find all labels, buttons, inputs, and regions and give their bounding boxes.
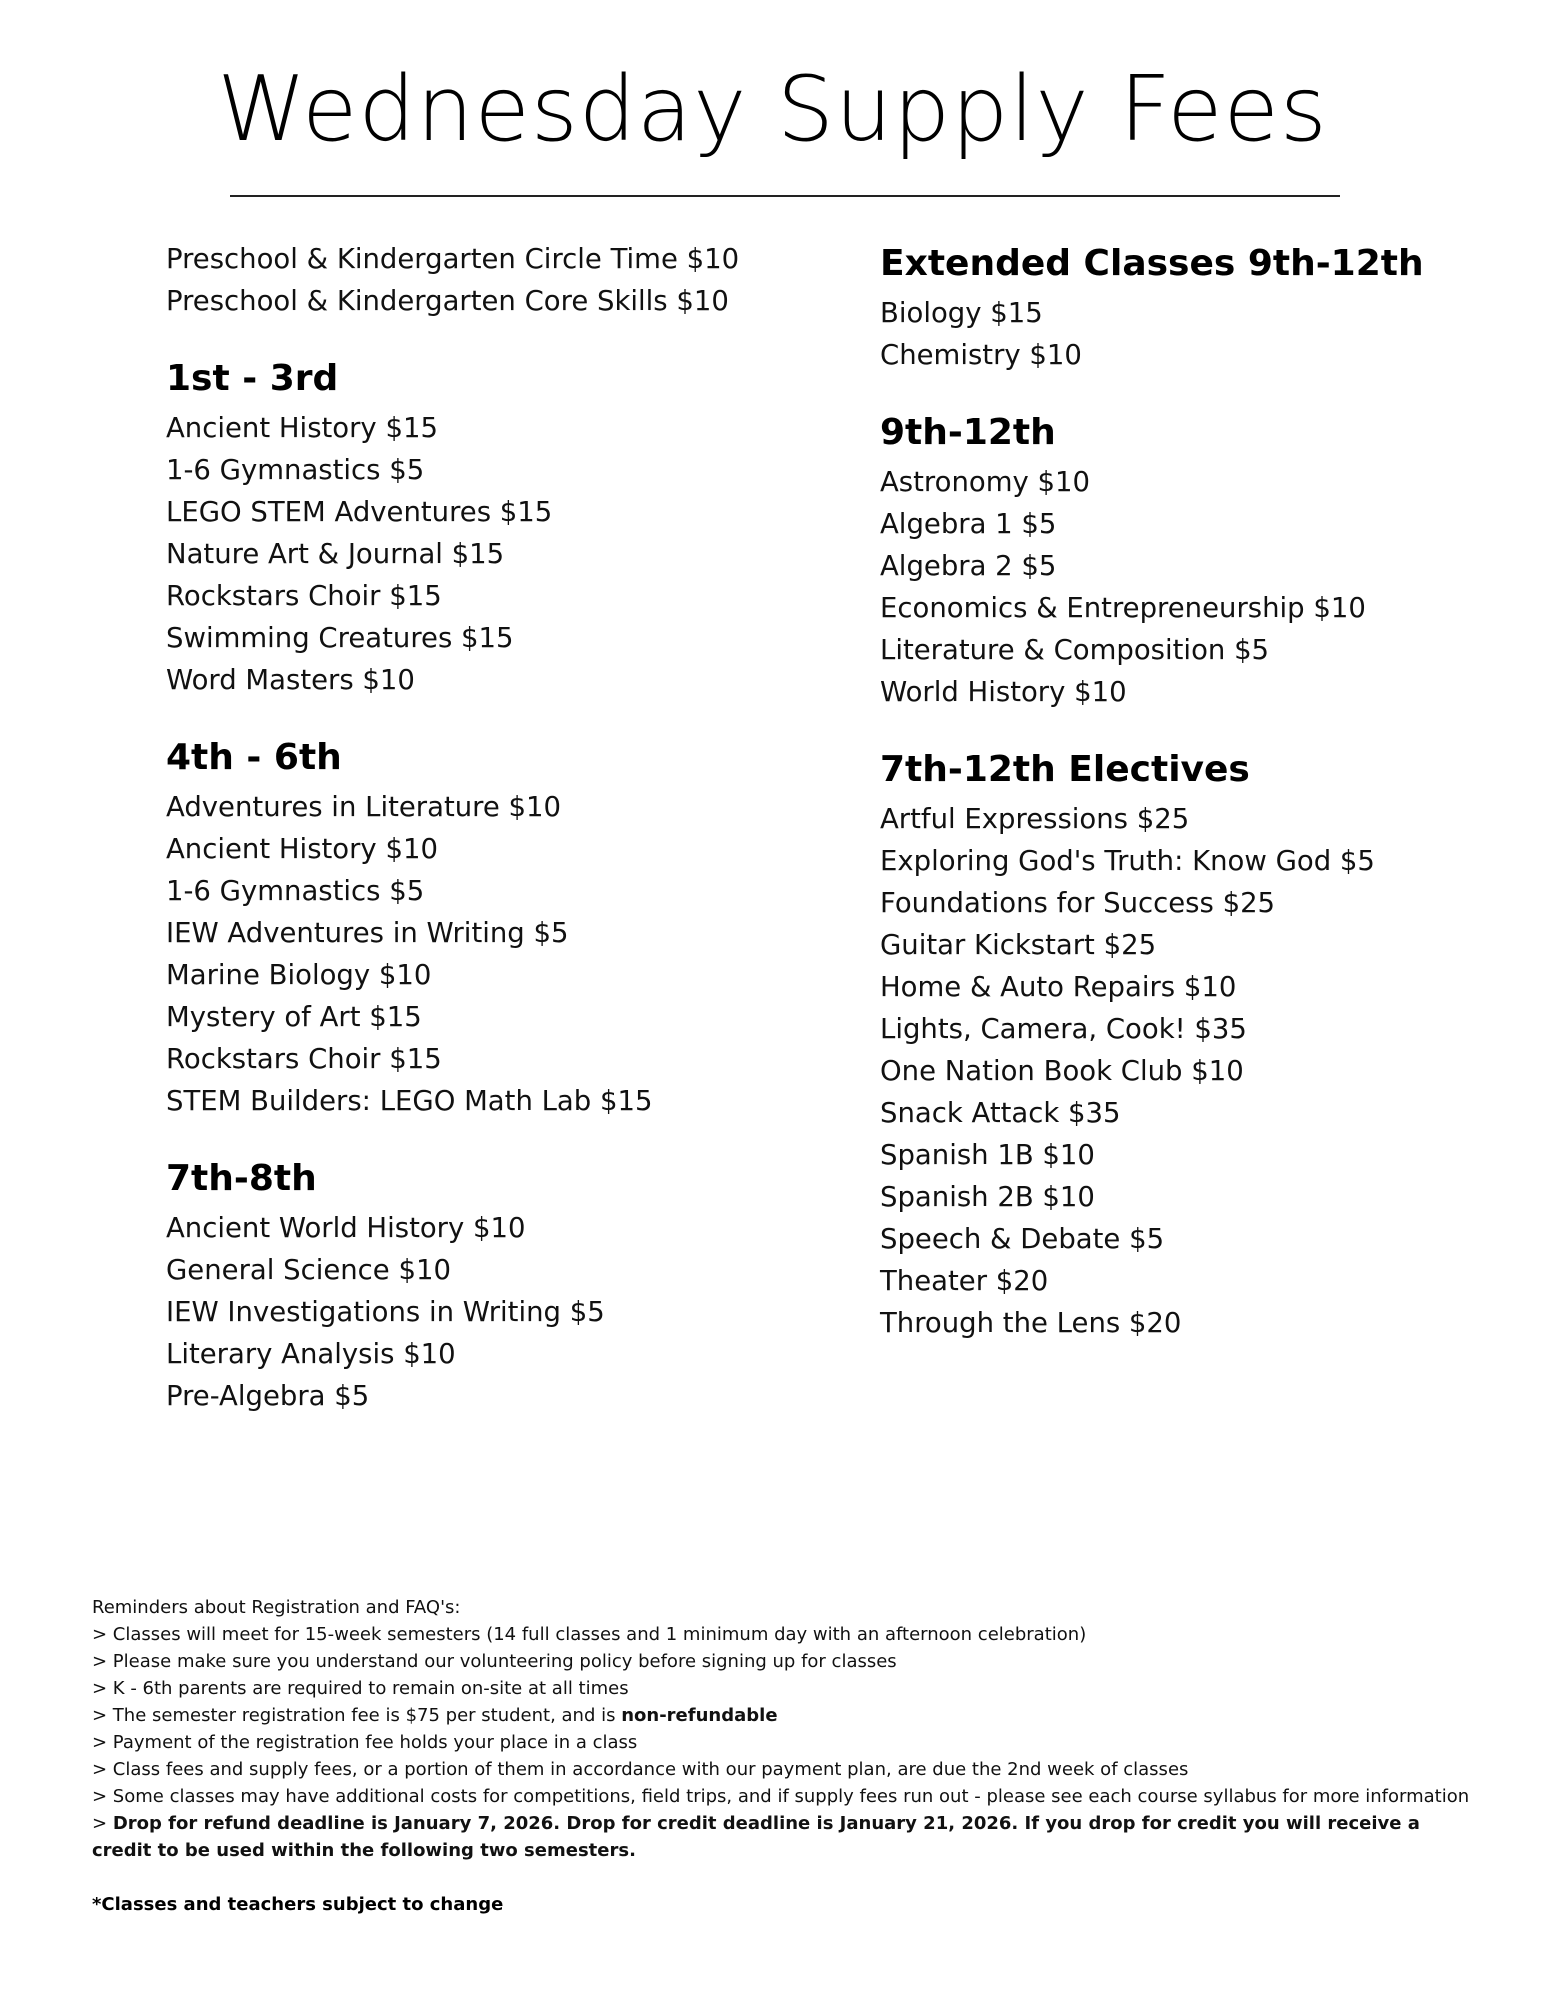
class-fee-item: Spanish 1B $10 — [880, 1139, 1095, 1171]
reminder-line: > Payment of the registration fee holds your place in a class — [92, 1732, 638, 1753]
class-fee-item: Speech & Debate $5 — [880, 1223, 1165, 1255]
class-fee-item: Foundations for Success $25 — [880, 887, 1276, 919]
class-fee-item: Home & Auto Repairs $10 — [880, 971, 1237, 1003]
reminder-line: > Classes will meet for 15-week semesters (14 full classes and 1 minimum day with an afternoon celebration) — [92, 1624, 1087, 1645]
class-fee-item: Word Masters $10 — [166, 664, 415, 696]
title-divider — [230, 195, 1340, 197]
reminder-line: > Class fees and supply fees, or a portion of them in accordance with our payment plan, are due the 2nd week of classes — [92, 1759, 1189, 1780]
page-title: Wednesday Supply Fees — [217, 57, 1328, 162]
reminders-heading: Reminders about Registration and FAQ's: — [92, 1597, 461, 1618]
class-fee-item: Algebra 1 $5 — [880, 508, 1057, 540]
class-fee-item: Adventures in Literature $10 — [166, 791, 562, 823]
fee-text: > The semester registration fee is $75 per student, and is — [92, 1705, 622, 1726]
class-fee-item: Biology $15 — [880, 297, 1043, 329]
class-fee-item: Ancient History $15 — [166, 412, 438, 444]
class-fee-item: Lights, Camera, Cook! $35 — [880, 1013, 1247, 1045]
class-fee-item: Rockstars Choir $15 — [166, 580, 442, 612]
class-fee-item: World History $10 — [880, 676, 1127, 708]
class-fee-item: General Science $10 — [166, 1254, 451, 1286]
right-column — [880, 238, 1500, 1375]
class-fee-item: Spanish 2B $10 — [880, 1181, 1095, 1213]
non-refundable-text: non-refundable — [621, 1705, 778, 1726]
section-9th-12th — [880, 407, 1500, 713]
registration-reminders — [92, 1594, 1472, 1864]
class-fee-item: STEM Builders: LEGO Math Lab $15 — [166, 1085, 653, 1117]
class-fee-item: Ancient History $10 — [166, 833, 438, 865]
reminder-line-deadline — [92, 1810, 1472, 1864]
class-fee-item: LEGO STEM Adventures $15 — [166, 496, 553, 528]
class-fee-item: Mystery of Art $15 — [166, 1001, 422, 1033]
section-heading: 9th-12th — [880, 412, 1056, 453]
class-fee-item: IEW Investigations in Writing $5 — [166, 1296, 605, 1328]
section-extended-9th-12th — [880, 238, 1500, 376]
class-fee-item: One Nation Book Club $10 — [880, 1055, 1244, 1087]
section-heading: 7th-8th — [166, 1158, 317, 1199]
intro-section — [166, 238, 786, 322]
class-fee-item: Theater $20 — [880, 1265, 1049, 1297]
reminder-line-fee — [92, 1702, 1472, 1729]
reminder-line: > Please make sure you understand our volunteering policy before signing up for classes — [92, 1651, 897, 1672]
section-4th-6th — [166, 732, 786, 1122]
class-fee-item: Literature & Composition $5 — [880, 634, 1270, 666]
section-heading: 4th - 6th — [166, 737, 342, 778]
reminder-line: > Some classes may have additional costs for competitions, field trips, and if supply fees run out - please see each course syllabus for more information — [92, 1786, 1470, 1807]
section-7th-12th-electives — [880, 744, 1500, 1344]
class-fee-item: Preschool & Kindergarten Circle Time $10 — [166, 243, 740, 275]
class-fee-item: Exploring God's Truth: Know God $5 — [880, 845, 1375, 877]
class-fee-item: Ancient World History $10 — [166, 1212, 526, 1244]
class-fee-item: Marine Biology $10 — [166, 959, 432, 991]
class-fee-item: Preschool & Kindergarten Core Skills $10 — [166, 285, 729, 317]
class-fee-item: Economics & Entrepreneurship $10 — [880, 592, 1366, 624]
class-fee-item: Through the Lens $20 — [880, 1307, 1182, 1339]
section-7th-8th — [166, 1153, 786, 1417]
class-fee-item: Pre-Algebra $5 — [166, 1380, 370, 1412]
class-fee-item: Literary Analysis $10 — [166, 1338, 456, 1370]
class-fee-item: Guitar Kickstart $25 — [880, 929, 1157, 961]
class-fee-item: Snack Attack $35 — [880, 1097, 1121, 1129]
class-fee-item: 1-6 Gymnastics $5 — [166, 454, 425, 486]
deadline-prefix: > — [92, 1813, 113, 1834]
footnote: *Classes and teachers subject to change — [92, 1894, 504, 1915]
section-heading: Extended Classes 9th-12th — [880, 243, 1424, 284]
class-fee-item: Chemistry $10 — [880, 339, 1082, 371]
class-fee-item: Artful Expressions $25 — [880, 803, 1190, 835]
left-column — [166, 238, 786, 1448]
class-fee-item: IEW Adventures in Writing $5 — [166, 917, 569, 949]
class-fee-item: Swimming Creatures $15 — [166, 622, 514, 654]
section-1st-3rd — [166, 353, 786, 701]
class-fee-item: 1-6 Gymnastics $5 — [166, 875, 425, 907]
class-fee-item: Astronomy $10 — [880, 466, 1090, 498]
class-fee-item: Rockstars Choir $15 — [166, 1043, 442, 1075]
class-fee-item: Algebra 2 $5 — [880, 550, 1057, 582]
section-heading: 1st - 3rd — [166, 358, 339, 399]
class-fee-item: Nature Art & Journal $15 — [166, 538, 505, 570]
section-heading: 7th-12th Electives — [880, 749, 1250, 790]
reminder-line: > K - 6th parents are required to remain on-site at all times — [92, 1678, 629, 1699]
deadline-text: Drop for refund deadline is January 7, 2026. Drop for credit deadline is January 21, 2026. If you drop for credit you will receive a credit to be used within the following two semesters. — [92, 1813, 1420, 1861]
